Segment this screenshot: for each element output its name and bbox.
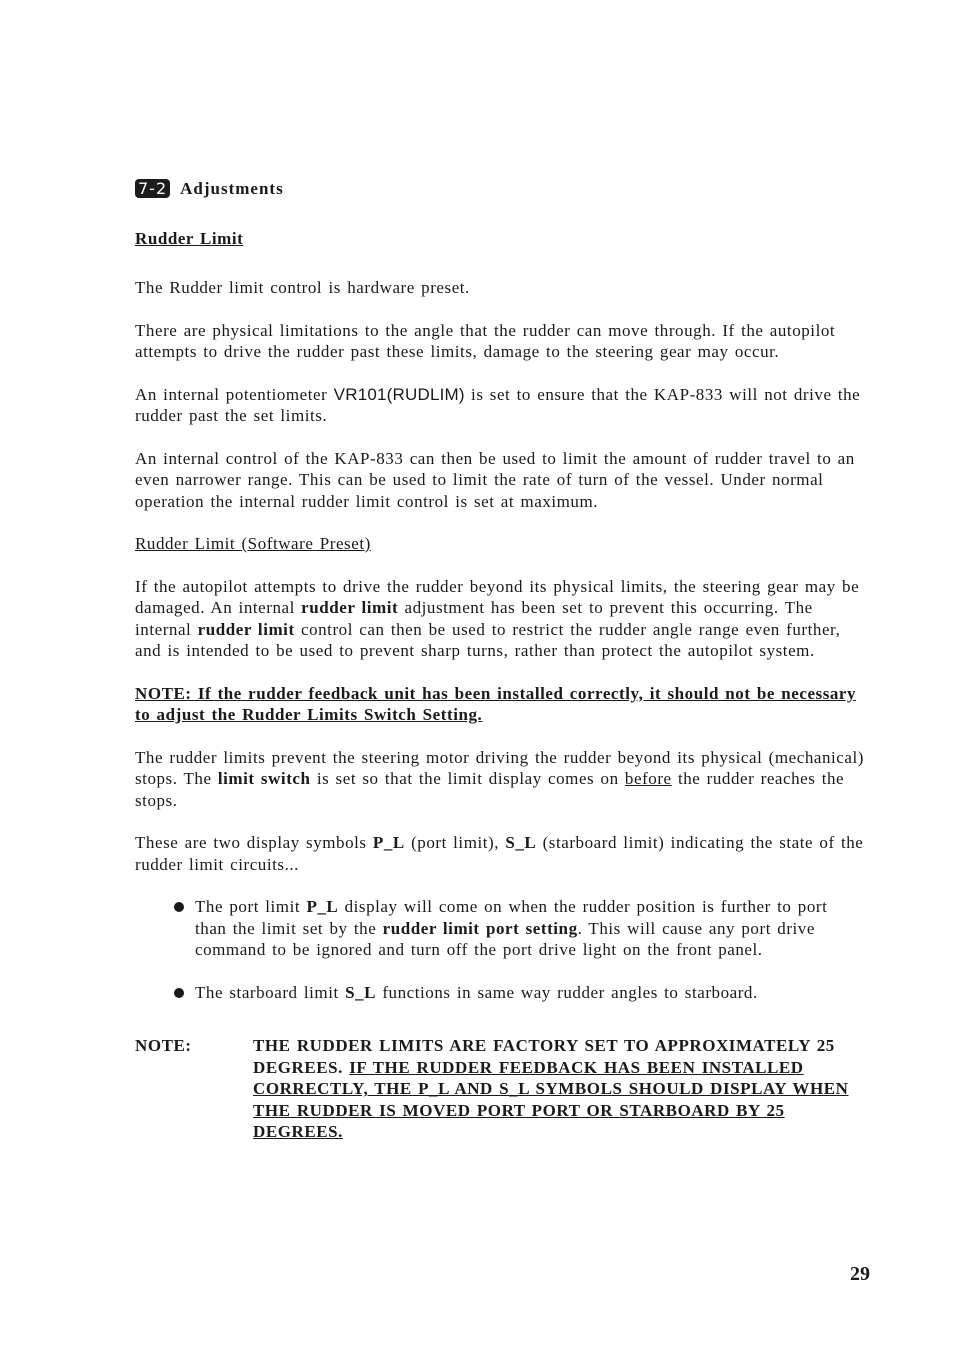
- text-run: control can then be used to restrict the rudder angle range even further, and is intended to be used to prevent sharp turns, rather than protect the autopilot system.: [135, 619, 841, 660]
- software-preset-heading: Rudder Limit (Software Preset): [135, 534, 371, 553]
- bold-term: rudder limit: [301, 598, 399, 617]
- bold-term: P_L: [372, 833, 405, 852]
- underlined-term: IF THE RUDDER FEEDBACK HAS BEEN INSTALLED CORRECTLY, THE P_L AND S_L SYMBOLS SHOULD DISPLAY WHEN THE RUDDER IS MOVED PORT PORT OR STARBOARD BY 25 DEGREES.: [253, 1057, 849, 1141]
- text-run: The starboard limit: [195, 982, 346, 1002]
- text-run: The port limit: [195, 897, 307, 916]
- list-item: [135, 896, 865, 961]
- software-preset-paragraph-2: [135, 747, 865, 812]
- rudder-limit-paragraph-3: [135, 384, 865, 427]
- text-run: the rudder reaches the stops.: [135, 769, 845, 810]
- note-text: [253, 1035, 865, 1143]
- list-item: [135, 982, 865, 1004]
- bold-term: rudder limit port setting: [382, 918, 578, 938]
- rudder-limit-paragraph-2: There are physical limitations to the angle that the rudder can move through. If the autopilot attempts to drive the rudder past these limits, damage to the steering gear may occur.: [135, 320, 836, 361]
- rudder-limit-heading: Rudder Limit: [135, 228, 244, 248]
- feedback-note: NOTE: If the rudder feedback unit has been installed correctly, it should not be necessary to adjust the Rudder Limits Switch Setting.: [135, 683, 857, 724]
- text-run: is set to ensure that the KAP-833 will not drive the rudder past the set limits.: [135, 384, 861, 425]
- section-heading: [135, 178, 865, 200]
- text-run: adjustment has been set to prevent this occurring. The internal: [135, 598, 813, 639]
- document-page: [135, 178, 865, 1143]
- bullet-icon: [174, 988, 184, 998]
- text-run: If the autopilot attempts to drive the rudder beyond its physical limits, the steering gear may be damaged. An internal: [135, 576, 860, 617]
- text-run: display will come on when the rudder position is further to port than the limit set by the: [195, 897, 828, 938]
- bold-term: S_L: [345, 982, 377, 1002]
- text-run: THE RUDDER LIMITS ARE FACTORY SET TO APPROXIMATELY 25 DEGREES.: [253, 1036, 835, 1077]
- bullet-icon: [174, 902, 184, 912]
- software-preset-paragraph-1: [135, 576, 865, 662]
- text-run: An internal potentiometer: [135, 384, 334, 404]
- potentiometer-label: VR101(RUDLIM): [333, 384, 465, 404]
- text-run: (port limit),: [404, 833, 506, 852]
- text-run: functions in same way rudder angles to starboard.: [376, 982, 758, 1002]
- bullet-list: [135, 896, 865, 1003]
- factory-setting-note: [135, 1035, 865, 1143]
- text-run: . This will cause any port drive command to be ignored and turn off the port drive light on the front panel.: [195, 918, 815, 959]
- text-run: is set so that the limit display comes on: [310, 769, 625, 788]
- text-run: The rudder limits prevent the steering motor driving the rudder beyond its physical (mechanical) stops. The: [135, 747, 864, 788]
- bold-term: limit switch: [217, 769, 311, 788]
- bold-term: S_L: [505, 833, 537, 852]
- underlined-term: before: [624, 769, 672, 788]
- rudder-limit-paragraph-1: The Rudder limit control is hardware preset.: [135, 278, 470, 297]
- section-title: Adjustments: [180, 179, 284, 198]
- rudder-limit-paragraph-4: An internal control of the KAP-833 can then be used to limit the amount of rudder travel to an even narrower range. This can be used to limit the rate of turn of the vessel. Under normal operation the internal rudder limit control is set at maximum.: [135, 448, 855, 511]
- section-number-badge: 7-2: [135, 179, 170, 198]
- text-run: (starboard limit) indicating the state of the rudder limit circuits...: [135, 833, 864, 874]
- note-label: NOTE:: [135, 1036, 192, 1055]
- software-preset-paragraph-3: [135, 832, 865, 875]
- bold-term: rudder limit: [197, 619, 295, 639]
- page-number: 29: [850, 1263, 870, 1285]
- bold-term: P_L: [306, 897, 339, 916]
- text-run: These are two display symbols: [135, 833, 373, 852]
